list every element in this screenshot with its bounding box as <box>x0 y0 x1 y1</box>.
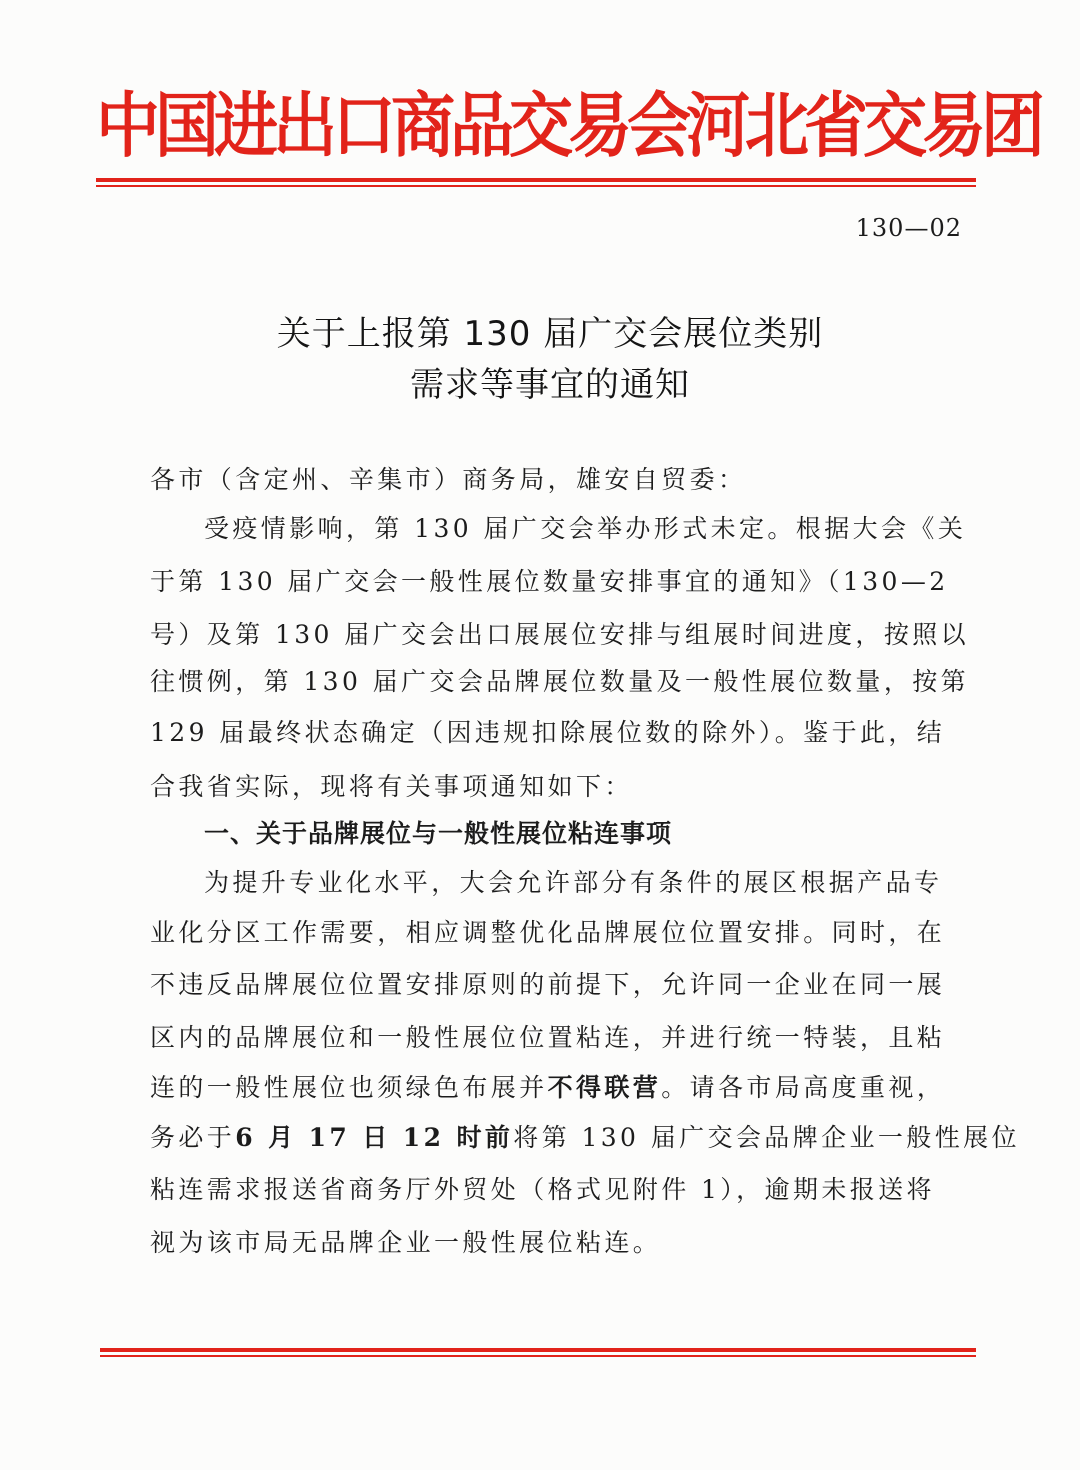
body-line: 号）及第 130 届广交会出口展展位安排与组展时间进度，按照以 <box>150 620 970 649</box>
document-title-line-1: 关于上报第 130 届广交会展位类别 <box>276 314 824 354</box>
body-line: 于第 130 届广交会一般性展位数量安排事宜的通知》（130—2 <box>150 567 949 596</box>
body-line: 129 届最终状态确定（因违规扣除展位数的除外）。鉴于此，结 <box>150 718 946 747</box>
document-number: 130—02 <box>855 214 962 242</box>
emphasis-deadline: 6 月 17 日 12 时前 <box>235 1123 514 1152</box>
body-line: 为提升专业化水平，大会允许部分有条件的展区根据产品专 <box>204 868 943 897</box>
body-line <box>150 1071 950 1105</box>
letterhead-rule-thin <box>96 185 976 187</box>
letterhead-rule-thick <box>96 178 976 182</box>
salutation: 各市（含定州、辛集市）商务局，雄安自贸委： <box>150 465 747 494</box>
body-text: 。请各市局高度重视， <box>661 1073 946 1102</box>
body-line <box>150 1121 1020 1155</box>
body-line: 受疫情影响，第 130 届广交会举办形式未定。根据大会《关 <box>204 514 967 543</box>
body-text: 务必于 <box>150 1123 236 1152</box>
footer-rule-thick <box>100 1348 976 1352</box>
body-line: 不违反品牌展位位置安排原则的前提下，允许同一企业在同一展 <box>150 970 946 999</box>
emphasis-no-joint-operation: 不得联营 <box>547 1073 662 1102</box>
body-line: 合我省实际，现将有关事项通知如下： <box>150 772 633 801</box>
body-line: 粘连需求报送省商务厅外贸处（格式见附件 1），逾期未报送将 <box>150 1175 935 1204</box>
body-line: 业化分区工作需要，相应调整优化品牌展位位置安排。同时，在 <box>150 918 946 947</box>
section-heading: 一、关于品牌展位与一般性展位粘连事项 <box>204 819 673 848</box>
body-text: 将第 130 届广交会品牌企业一般性展位 <box>513 1123 1020 1152</box>
body-line: 往惯例，第 130 届广交会品牌展位数量及一般性展位数量，按第 <box>150 667 970 696</box>
document-title-line-2: 需求等事宜的通知 <box>410 365 690 405</box>
body-text: 连的一般性展位也须绿色布展并 <box>150 1073 548 1102</box>
letterhead-org-name: 中国进出口商品交易会河北省交易团 <box>96 85 1040 168</box>
body-line: 区内的品牌展位和一般性展位位置粘连，并进行统一特装，且粘 <box>150 1023 946 1052</box>
footer-rule-thin <box>100 1355 976 1357</box>
body-line: 视为该市局无品牌企业一般性展位粘连。 <box>150 1228 662 1257</box>
